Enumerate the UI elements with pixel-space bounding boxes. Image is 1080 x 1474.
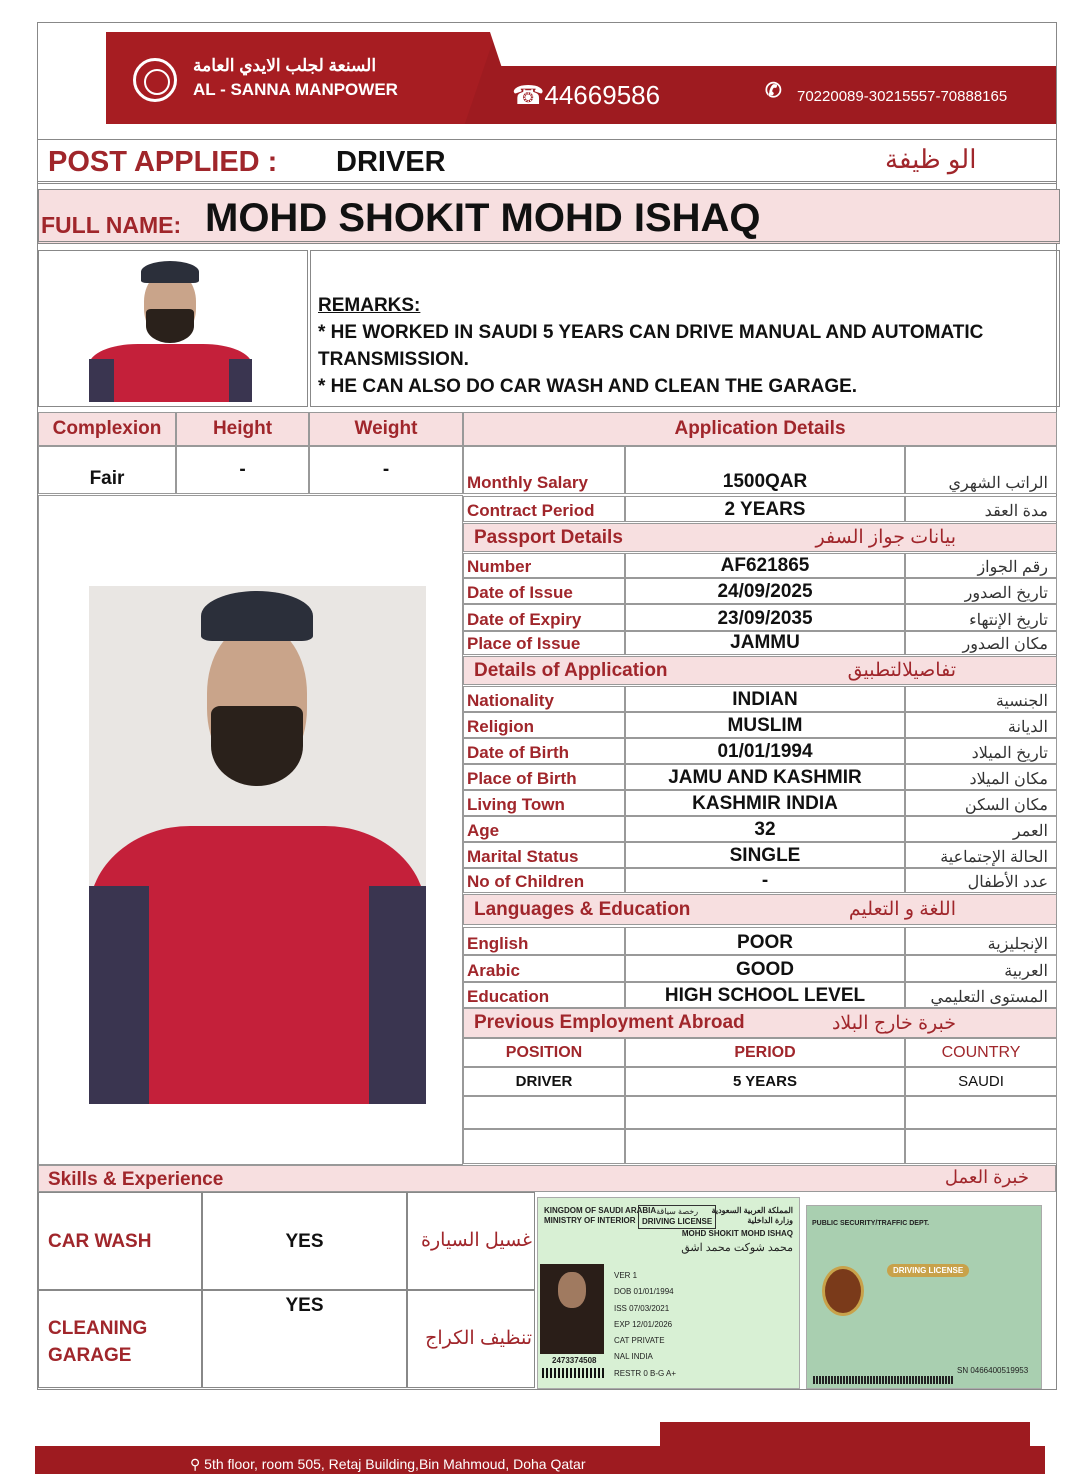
remarks (318, 292, 1048, 400)
height-header: Height (176, 412, 309, 446)
remark-line: * HE CAN ALSO DO CAR WASH AND CLEAN THE GARAGE. (318, 376, 858, 397)
post-applied-label-arabic: الو ظيفة (885, 144, 977, 174)
row-value: PERIOD (625, 1038, 905, 1067)
row-label (463, 1129, 625, 1164)
license-country-text: KINGDOM OF SAUDI ARABIA (544, 1206, 657, 1215)
company-name-arabic: السنعة لجلب الايدي العامة (193, 56, 377, 75)
large-photo-area (38, 495, 463, 1165)
section-title-arabic: تفاصيلالتطبيق (847, 660, 956, 681)
row-label-arabic: الإنجليزية (905, 927, 1057, 955)
table-row (463, 496, 1057, 522)
row-label: Place of Birth (463, 764, 625, 790)
row-value: AF621865 (625, 553, 905, 578)
table-row (463, 764, 1057, 790)
mobile-numbers: 70220089-30215557-70888165 (797, 88, 1008, 105)
row-value: SINGLE (625, 842, 905, 868)
license-title: DRIVING LICENSE (642, 1217, 713, 1226)
skills-header (38, 1165, 1056, 1192)
license-ministry-ar: وزارة الداخلية (747, 1216, 793, 1225)
row-value: - (625, 868, 905, 893)
row-value: 23/09/2035 (625, 604, 905, 631)
small-photo-box (38, 250, 308, 407)
row-label: Place of Issue (463, 631, 625, 655)
complexion-header: Complexion (38, 412, 176, 446)
license-fields (614, 1268, 676, 1382)
license-name-arabic: محمد شوكت محمد اشق (681, 1242, 793, 1254)
license-back-title: DRIVING LICENSE (887, 1264, 969, 1277)
section-title-arabic: بيانات جواز السفر (815, 527, 956, 548)
section-title: Previous Employment Abroad (474, 1012, 745, 1033)
row-label-arabic: الحالة الإجتماعية (905, 842, 1057, 868)
table-row (463, 631, 1057, 655)
row-value: HIGH SCHOOL LEVEL (625, 982, 905, 1008)
row-label (463, 1096, 625, 1129)
driving-license-front (537, 1197, 800, 1389)
row-value (625, 1129, 905, 1164)
application-details-header: Application Details (463, 412, 1057, 446)
row-value: GOOD (625, 955, 905, 982)
table-row (463, 790, 1057, 816)
license-field: EXP 12/01/2026 (614, 1319, 673, 1329)
table-row (463, 955, 1057, 982)
license-title-box (638, 1205, 716, 1229)
table-row (463, 927, 1057, 955)
row-label: Date of Issue (463, 578, 625, 604)
row-value: 24/09/2025 (625, 578, 905, 604)
row-label-arabic: مدة العقد (905, 496, 1057, 522)
skill-name: CAR WASH (38, 1192, 202, 1290)
row-label-arabic: المستوى التعليمي (905, 982, 1057, 1008)
row-label-arabic: رقم الجواز (905, 553, 1057, 578)
skills-title: Skills & Experience (48, 1169, 224, 1190)
row-label-arabic: الراتب الشهري (905, 446, 1057, 494)
row-label-arabic: مكان الصدور (905, 631, 1057, 655)
skill-arabic: تنظيف الكراج (407, 1290, 535, 1388)
row-value: JAMU AND KASHMIR (625, 764, 905, 790)
row-value: 2 YEARS (625, 496, 905, 522)
telephone-icon: ☎ (512, 80, 545, 110)
applicant-photo-small (89, 259, 252, 402)
post-applied-label: POST APPLIED : (48, 146, 278, 178)
company-name: AL - SANNA MANPOWER (193, 80, 398, 99)
row-label: No of Children (463, 868, 625, 893)
section-title-arabic: اللغة و التعليم (848, 899, 956, 920)
license-name: MOHD SHOKIT MOHD ISHAQ (681, 1229, 793, 1238)
row-label-arabic: الديانة (905, 712, 1057, 738)
table-row (463, 982, 1057, 1008)
header-cutout (490, 32, 1056, 66)
table-row (463, 738, 1057, 764)
applicant-photo-large (89, 586, 426, 1104)
location-pin-icon: ⚲ (190, 1456, 205, 1472)
row-label-arabic: SAUDI (905, 1067, 1057, 1096)
phone (512, 80, 660, 111)
row-value (625, 1096, 905, 1129)
row-value: 5 YEARS (625, 1067, 905, 1096)
license-field: CAT PRIVATE (614, 1336, 665, 1346)
row-value: 32 (625, 816, 905, 842)
row-value: MUSLIM (625, 712, 905, 738)
license-field: NAL INDIA (614, 1352, 653, 1362)
table-row (463, 446, 1057, 494)
row-value: 1500QAR (625, 446, 905, 494)
skill-arabic: غسيل السيارة (407, 1192, 535, 1290)
table-row (463, 686, 1057, 712)
row-label: Nationality (463, 686, 625, 712)
employment-row (463, 1067, 1057, 1096)
table-row (463, 553, 1057, 578)
skill-name: CLEANING GARAGE (38, 1290, 202, 1388)
remark-line: * HE WORKED IN SAUDI 5 YEARS CAN DRIVE MANUAL AND AUTOMATIC TRANSMISSION. (318, 322, 984, 370)
row-label: POSITION (463, 1038, 625, 1067)
license-country-ar: المملكة العربية السعودية (711, 1206, 793, 1215)
row-label-arabic: مكان السكن (905, 790, 1057, 816)
row-label: Education (463, 982, 625, 1008)
phone-number: 44669586 (544, 80, 661, 110)
skills-title-arabic: خبرة العمل (944, 1167, 1029, 1187)
address (190, 1456, 585, 1473)
table-row (463, 868, 1057, 893)
section-title: Passport Details (474, 526, 623, 548)
row-value: INDIAN (625, 686, 905, 712)
section-header (463, 1008, 1057, 1038)
row-label-arabic: مكان الميلاد (905, 764, 1057, 790)
table-row (463, 604, 1057, 631)
section-title-arabic: خبرة خارج البلاد (831, 1012, 956, 1034)
remarks-title: REMARKS: (318, 295, 421, 316)
weight-value: - (309, 446, 463, 494)
row-label: Contract Period (463, 496, 625, 522)
license-serial: SN 0466400519953 (957, 1366, 1029, 1375)
license-id: 2473374508 (552, 1356, 597, 1365)
row-label: Monthly Salary (463, 446, 625, 494)
employment-row (463, 1129, 1057, 1164)
table-row (463, 816, 1057, 842)
row-label-arabic: الجنسية (905, 686, 1057, 712)
row-label: DRIVER (463, 1067, 625, 1096)
license-ministry: MINISTRY OF INTERIOR (544, 1216, 636, 1225)
table-row (463, 712, 1057, 738)
driving-license-back (806, 1205, 1042, 1389)
row-label-arabic: تاريخ الصدور (905, 578, 1057, 604)
post-applied-value: DRIVER (336, 146, 446, 178)
row-label: Living Town (463, 790, 625, 816)
row-label: Number (463, 553, 625, 578)
mobile-icon: ✆ (765, 80, 782, 102)
section-title: Languages & Education (474, 898, 691, 920)
row-label-arabic (905, 1096, 1057, 1129)
section-header (463, 894, 1057, 925)
row-label-arabic: COUNTRY (905, 1038, 1057, 1067)
full-name-value: MOHD SHOKIT MOHD ISHAQ (205, 196, 761, 240)
section-header (463, 656, 1057, 685)
row-label-arabic (905, 1129, 1057, 1164)
row-label: Age (463, 816, 625, 842)
row-label-arabic: عدد الأطفال (905, 868, 1057, 893)
full-name-label: FULL NAME: (41, 212, 182, 238)
license-photo (540, 1264, 604, 1354)
section-title: Details of Application (474, 659, 668, 681)
license-field: DOB 01/01/1994 (614, 1287, 674, 1297)
table-row (463, 578, 1057, 604)
row-label: Religion (463, 712, 625, 738)
section-header (463, 523, 1057, 552)
row-label-arabic: العمر (905, 816, 1057, 842)
row-value: 01/01/1994 (625, 738, 905, 764)
license-field: ISS 07/03/2021 (614, 1303, 670, 1313)
license-field: RESTR 0 B-G A+ (614, 1368, 677, 1378)
row-label-arabic: تاريخ الإنتهاء (905, 604, 1057, 631)
complexion-value: Fair (38, 446, 176, 494)
barcode (542, 1368, 604, 1378)
row-value: KASHMIR INDIA (625, 790, 905, 816)
weight-header: Weight (309, 412, 463, 446)
height-value: - (176, 446, 309, 494)
row-label-arabic: تاريخ الميلاد (905, 738, 1057, 764)
row-value: POOR (625, 927, 905, 955)
row-label-arabic: العربية (905, 955, 1057, 982)
row-label: Marital Status (463, 842, 625, 868)
hologram-seal-icon (822, 1266, 864, 1316)
row-label: Arabic (463, 955, 625, 982)
table-row (463, 842, 1057, 868)
license-back-header: PUBLIC SECURITY/TRAFFIC DEPT. (812, 1220, 930, 1227)
row-label: Date of Birth (463, 738, 625, 764)
row-label: Date of Expiry (463, 604, 625, 631)
license-country-arabic (712, 1206, 793, 1226)
row-value: JAMMU (625, 631, 905, 655)
license-title-arabic: رخصة سياقة (656, 1207, 699, 1216)
employment-column-headers (463, 1038, 1057, 1067)
skill-value: YES (202, 1192, 407, 1290)
address-text: 5th floor, room 505, Retaj Building,Bin Mahmoud, Doha Qatar (204, 1456, 586, 1472)
license-field: VER 1 (614, 1271, 638, 1280)
barcode-back (813, 1376, 953, 1384)
employment-row (463, 1096, 1057, 1129)
skill-value: YES (202, 1290, 407, 1388)
globe-logo-icon (133, 58, 177, 102)
row-label: English (463, 927, 625, 955)
